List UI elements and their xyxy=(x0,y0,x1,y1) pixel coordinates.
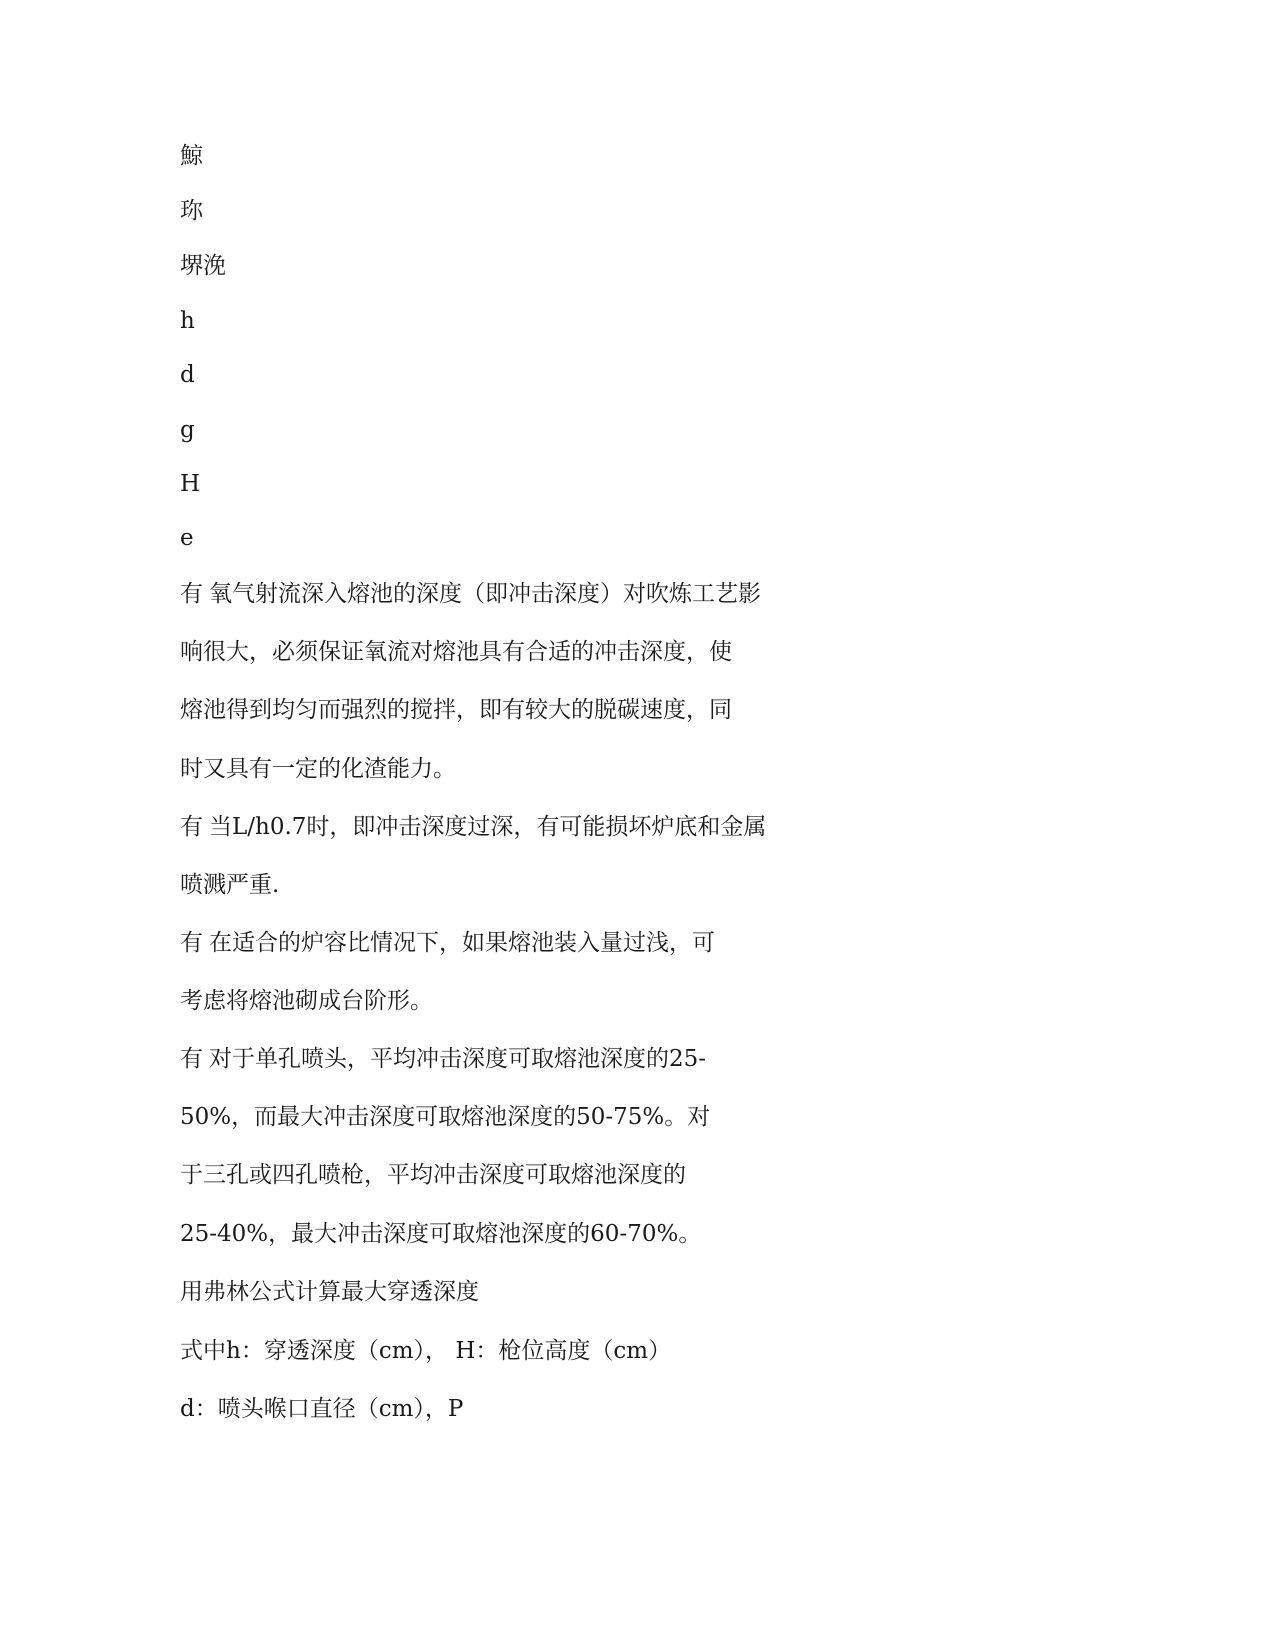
paragraph-2-line-2: 喷溅严重. xyxy=(180,872,280,898)
paragraph-1-line-1 xyxy=(180,579,761,609)
symbol-h: h xyxy=(180,308,195,334)
definition-line-1: 式中h：穿透深度（cm）， H：枪位高度（cm） xyxy=(180,1338,672,1364)
formula-heading: 用弗林公式计算最大穿透深度 xyxy=(180,1279,479,1305)
bullet-marker: 有 xyxy=(180,814,203,840)
paragraph-3-line-1 xyxy=(180,928,715,958)
bullet-marker: 有 xyxy=(180,1046,203,1072)
paragraph-4-line-2: 50%，而最大冲击深度可取熔池深度的50-75%。对 xyxy=(180,1104,711,1130)
paragraph-text: 氧气射流深入熔池的深度（即冲击深度）对吹炼工艺影 xyxy=(209,581,761,607)
symbol-d: d xyxy=(180,362,195,388)
paragraph-text: 对于单孔喷头，平均冲击深度可取熔池深度的25- xyxy=(209,1046,707,1072)
symbol-2: 珎 xyxy=(180,198,203,224)
symbol-e: e xyxy=(180,525,194,551)
bullet-marker: 有 xyxy=(180,581,203,607)
symbol-3: 堺浼 xyxy=(180,253,226,279)
paragraph-1-line-3: 熔池得到均匀而强烈的搅拌，即有较大的脱碳速度，同 xyxy=(180,697,732,723)
paragraph-2-line-1 xyxy=(180,812,766,842)
bullet-marker: 有 xyxy=(180,930,203,956)
symbol-g: g xyxy=(180,417,195,443)
paragraph-3-line-2: 考虑将熔池砌成台阶形。 xyxy=(180,988,433,1014)
paragraph-4-line-3: 于三孔或四孔喷枪，平均冲击深度可取熔池深度的 xyxy=(180,1162,686,1188)
symbol-1: 鯨 xyxy=(180,143,203,169)
symbol-H: H xyxy=(180,471,201,497)
paragraph-text: 在适合的炉容比情况下，如果熔池装入量过浅，可 xyxy=(209,930,715,956)
definition-line-2: d：喷头喉口直径（cm），P xyxy=(180,1396,464,1422)
paragraph-1-line-2: 响很大，必须保证氧流对熔池具有合适的冲击深度，使 xyxy=(180,639,732,665)
paragraph-4-line-4: 25-40%，最大冲击深度可取熔池深度的60-70%。 xyxy=(180,1221,702,1247)
paragraph-1-line-4: 时又具有一定的化渣能力。 xyxy=(180,756,456,782)
paragraph-text: 当L/h0.7时，即冲击深度过深，有可能损坏炉底和金属 xyxy=(209,814,767,840)
paragraph-4-line-1 xyxy=(180,1044,706,1074)
